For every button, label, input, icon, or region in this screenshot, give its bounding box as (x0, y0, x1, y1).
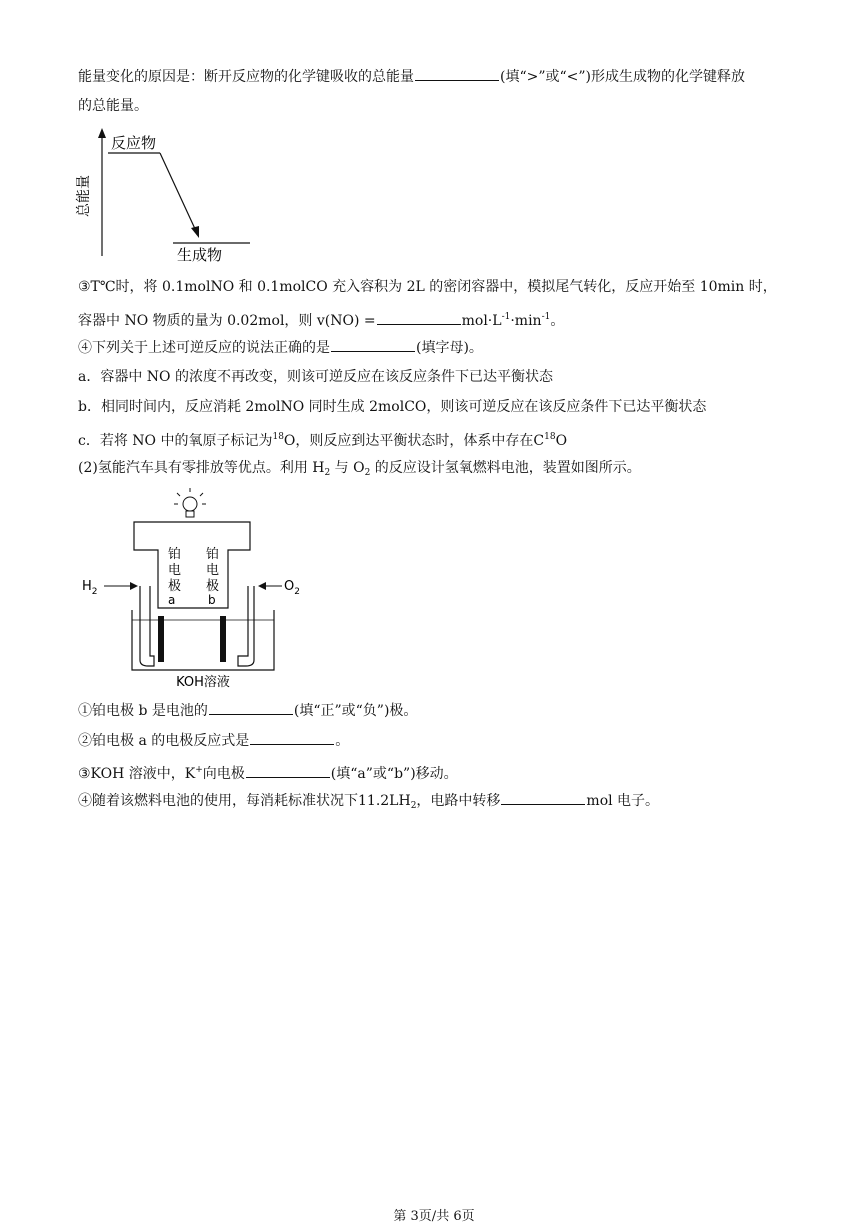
superscript: 18 (272, 432, 284, 442)
text: K (184, 766, 196, 782)
solution-label: KOH溶液 (176, 675, 230, 690)
text: 向电极 (202, 766, 245, 782)
text: 的反应设计氢氧燃料电池，装置如图所示。 (370, 460, 641, 476)
text: ·min (510, 313, 542, 329)
superscript: -1 (501, 312, 511, 322)
text: ①铂电极 b 是电池的 (78, 703, 208, 719)
answer-blank[interactable] (331, 337, 415, 352)
text: O，则反应到达平衡状态时，体系中存在 (283, 433, 534, 449)
option-a: a．容器中 NO 的浓度不再改变，则该可逆反应在该反应条件下已达平衡状态 (78, 369, 553, 385)
beaker (132, 610, 274, 670)
answer-blank[interactable] (501, 790, 585, 805)
fuel-cell-diagram (78, 490, 318, 690)
text-line-13 (78, 790, 659, 816)
text: (填字母)。 (416, 340, 483, 356)
text: 。 (550, 313, 565, 329)
electrode-holder (134, 522, 250, 608)
text: ，电路中转移 (416, 793, 501, 809)
option-c (78, 427, 567, 451)
text: c．若将 NO 中的氧原子标记为 (78, 433, 273, 449)
superscript: + (195, 765, 203, 775)
answer-blank[interactable] (377, 310, 461, 325)
subscript: 2 (364, 468, 371, 478)
electrode-a-label: a (168, 593, 176, 607)
arrow-left-icon (258, 582, 266, 590)
text-line-12 (78, 760, 458, 784)
o2-label: $O_2$ (284, 579, 300, 597)
o2-tube (238, 586, 254, 666)
text: 能量变化的原因是：断开反应物的化学键吸收的总能量 (78, 69, 414, 85)
text-line-10 (78, 700, 417, 721)
answer-blank[interactable] (415, 66, 499, 81)
right-electrode-char: 电 (206, 563, 220, 578)
energy-drop-line (160, 153, 196, 231)
text: ④随着该燃料电池的使用，每消耗标准状况下11.2LH (78, 793, 411, 809)
answer-blank[interactable] (250, 730, 334, 745)
energy-diagram (78, 126, 278, 262)
text-line-11 (78, 730, 349, 751)
h2-tube (140, 586, 154, 666)
text-line-4 (78, 307, 564, 331)
y-axis-label: 总能量 (76, 175, 92, 217)
option-b: b．相同时间内，反应消耗 2molNO 同时生成 2molCO，则该可逆反应在该反应条件下已达平衡状态 (78, 399, 707, 415)
text: O (555, 433, 568, 449)
text: ③T℃时，将 0.1molNO 和 0.1molCO 充入容积为 2L 的密闭容器中，模拟尾气转化，反应开始至 10min 时， (78, 279, 777, 295)
subscript: 2 (410, 801, 417, 811)
h2-label: $H_2$ (82, 579, 98, 597)
text-line-9 (78, 458, 641, 483)
superscript: -1 (541, 312, 551, 322)
text: ③KOH 溶液中， (78, 766, 185, 782)
text: 。 (335, 733, 350, 749)
electrode-a (158, 616, 164, 662)
subscript: 2 (324, 468, 331, 478)
arrow-right-icon (130, 582, 138, 590)
left-electrode-char: 电 (168, 563, 182, 578)
lightbulb-icon (174, 488, 206, 517)
text: C (533, 433, 545, 449)
text: (2)氢能汽车具有零排放等优点。利用 H (78, 460, 325, 476)
text: 与 O (330, 460, 365, 476)
text: (填“a”或“b”)移动。 (330, 766, 458, 782)
right-electrode-char: 极 (206, 579, 220, 594)
text: mol 电子。 (586, 793, 660, 809)
product-label: 生成物 (177, 246, 223, 264)
right-electrode-char: 铂 (206, 547, 220, 562)
reactant-label: 反应物 (111, 134, 157, 152)
superscript: 18 (544, 432, 556, 442)
text-line-2: 的总能量。 (78, 98, 148, 114)
text-line-1 (78, 66, 745, 87)
page-footer: 第 3页/共 6页 (393, 1209, 475, 1224)
text: (填“正”或“负”)极。 (293, 703, 418, 719)
answer-blank[interactable] (246, 763, 330, 778)
text: ④下列关于上述可逆反应的说法正确的是 (78, 340, 330, 356)
arrow-down-icon (191, 226, 199, 238)
electrode-b (220, 616, 226, 662)
answer-blank[interactable] (209, 700, 293, 715)
left-electrode-char: 极 (168, 579, 182, 594)
text: 容器中 NO 物质的量为 0.02mol，则 v(NO) = (78, 313, 376, 329)
left-electrode-char: 铂 (168, 547, 182, 562)
text-line-5 (78, 337, 483, 358)
text: (填“>”或“<”)形成生成物的化学键释放 (500, 69, 746, 85)
arrow-up-icon (98, 128, 106, 138)
text: mol·L (461, 313, 502, 329)
electrode-b-label: b (208, 593, 216, 607)
text: ②铂电极 a 的电极反应式是 (78, 733, 250, 749)
text-line-3 (78, 277, 777, 297)
